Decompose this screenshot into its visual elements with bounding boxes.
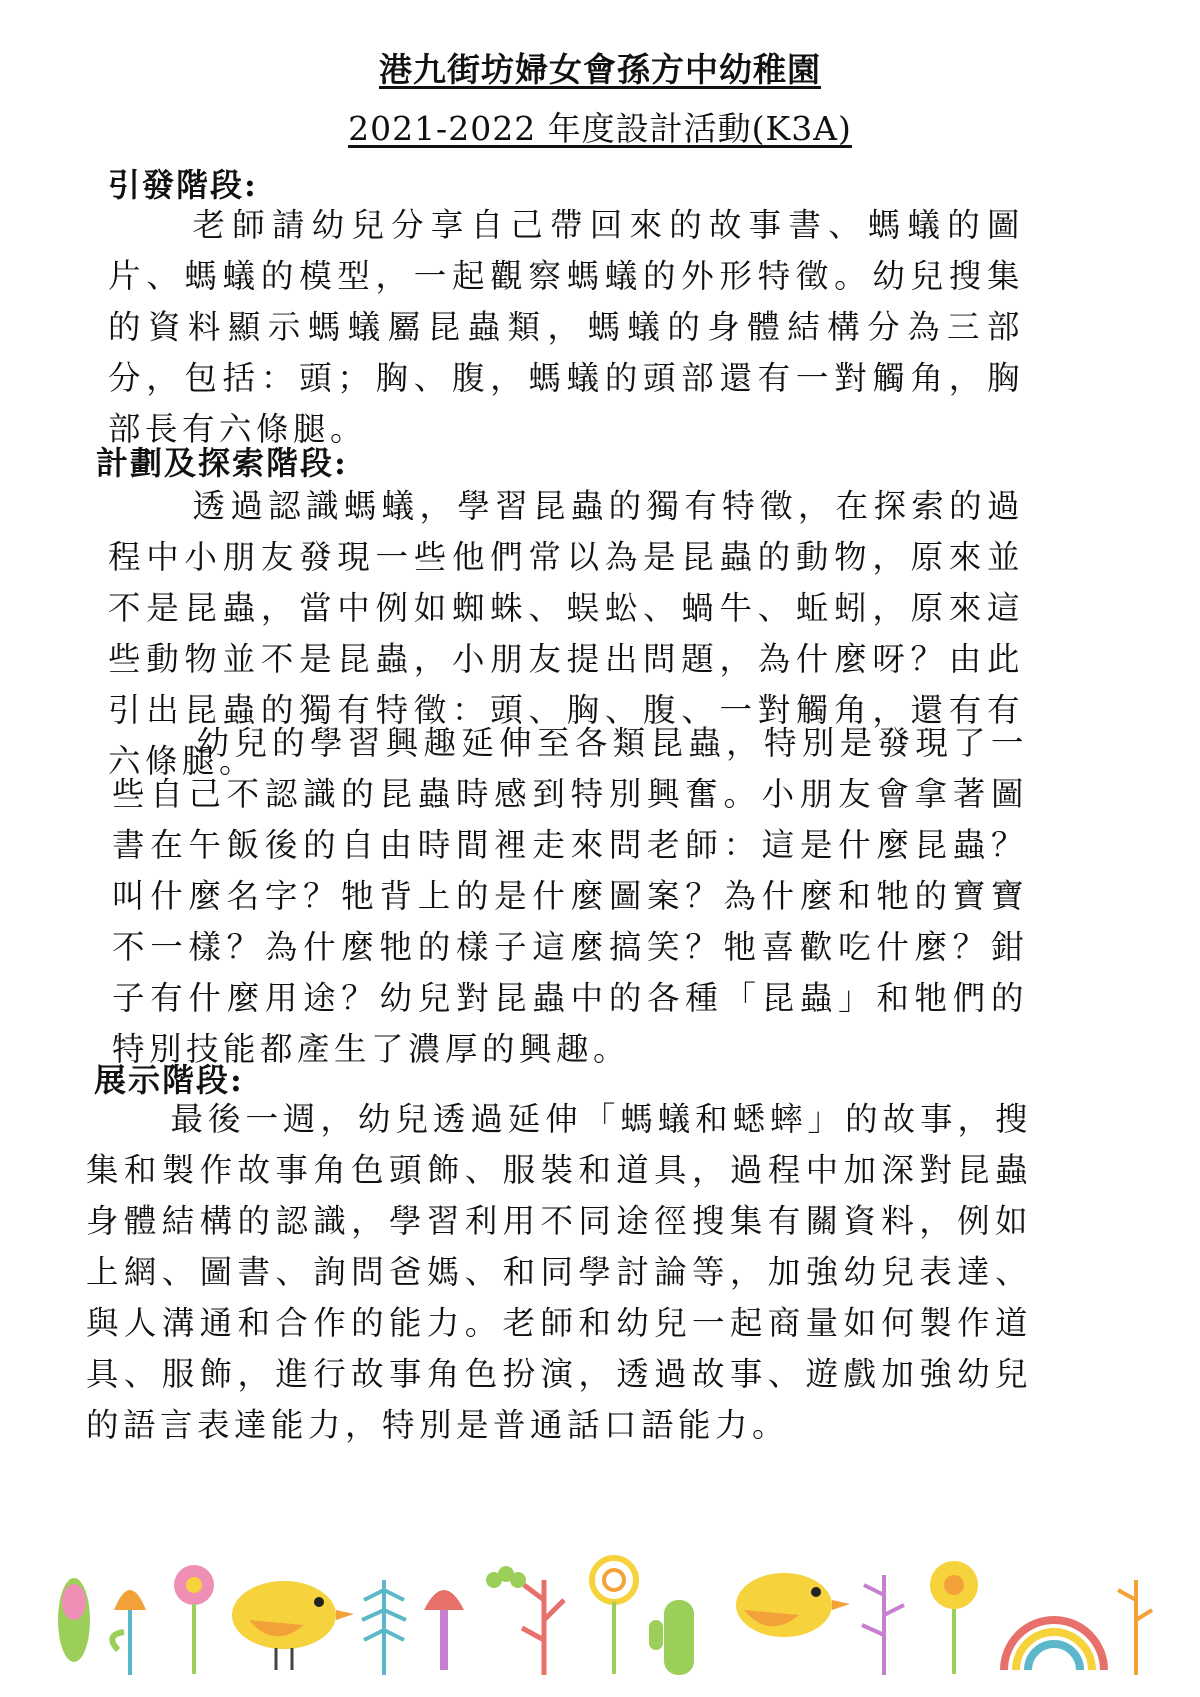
cactus-icon	[649, 1600, 694, 1675]
introduction-paragraph: 老師請幼兒分享自己帶回來的故事書、螞蟻的圖片、螞蟻的模型，一起觀察螞蟻的外形特徵。幼兒搜集的資料顯示螞蟻屬昆蟲類，螞蟻的身體結構分為三部分，包括：頭；胸、腹，螞蟻的頭部還有一對觸角，胸部長有六條腿。	[108, 206, 1024, 448]
tulip-icon	[112, 1590, 146, 1675]
section-heading-planning-exploration: 計劃及探索階段:	[96, 444, 348, 482]
plant-icon	[1118, 1580, 1152, 1675]
rainbow-icon	[1004, 1620, 1104, 1670]
school-name-title: 港九街坊婦女會孫方中幼稚園	[379, 50, 821, 89]
daisy-icon	[174, 1565, 214, 1674]
bird-icon	[232, 1581, 354, 1670]
sunflower-icon	[930, 1561, 978, 1674]
section-heading-presentation: 展示階段:	[94, 1061, 244, 1099]
bird-icon	[736, 1573, 850, 1637]
flower-icon	[58, 1578, 90, 1662]
fern-icon	[362, 1580, 406, 1675]
section-heading-introduction: 引發階段:	[108, 166, 258, 204]
caterpillar-icon	[486, 1566, 526, 1588]
leafy-stem-icon	[862, 1575, 904, 1675]
activity-title: 2021-2022 年度設計活動(K3A)	[348, 109, 852, 148]
decorative-flower-bird-border	[44, 1540, 1156, 1680]
coral-plant-icon	[522, 1580, 564, 1675]
planning-paragraph-2: 幼兒的學習興趣延伸至各類昆蟲，特別是發現了一些自己不認識的昆蟲時感到特別興奮。小朋友會拿著圖書在午飯後的自由時間裡走來問老師：這是什麼昆蟲？叫什麼名字？牠背上的是什麼圖案？為什麼和牠的寶寶不一樣？為什麼牠的樣子這麼搞笑？牠喜歡吃什麼？鉗子有什麼用途？幼兒對昆蟲中的各種「昆蟲」和牠們的特別技能都產生了濃厚的興趣。	[112, 724, 1028, 1068]
mushroom-icon	[424, 1590, 464, 1670]
swirl-flower-icon	[592, 1558, 636, 1674]
planning-paragraph-1: 透過認識螞蟻，學習昆蟲的獨有特徵，在探索的過程中小朋友發現一些他們常以為是昆蟲的動物，原來並不是昆蟲，當中例如蜘蛛、蜈蚣、蝸牛、蚯蚓，原來這些動物並不是昆蟲，小朋友提出問題，為什麼呀？由此引出昆蟲的獨有特徵：頭、胸、腹、一對觸角，還有有六條腿。	[108, 487, 1024, 780]
presentation-paragraph: 最後一週，幼兒透過延伸「螞蟻和蟋蟀」的故事，搜集和製作故事角色頭飾、服裝和道具，過程中加深對昆蟲身體結構的認識，學習利用不同途徑搜集有關資料，例如上網、圖書、詢問爸媽、和同學討論等，加強幼兒表達、與人溝通和合作的能力。老師和幼兒一起商量如何製作道具、服飾，進行故事角色扮演，透過故事、遊戲加強幼兒的語言表達能力，特別是普通話口語能力。	[86, 1100, 1032, 1444]
